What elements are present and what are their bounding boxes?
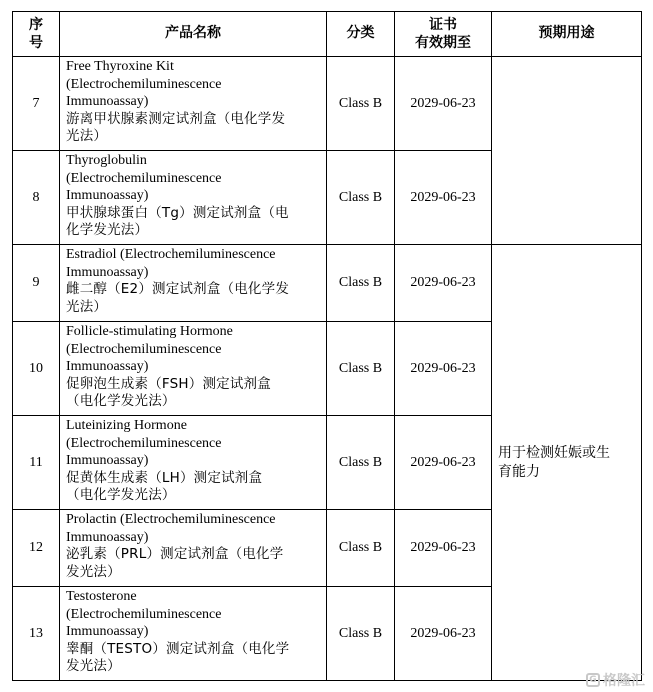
watermark-logo-icon: G: [586, 673, 600, 687]
product-name-en-line: Immunoassay): [66, 624, 149, 639]
row-number: 10: [13, 322, 60, 416]
header-certificate-date: 证书 有效期至: [395, 12, 492, 57]
row-number: 9: [13, 245, 60, 322]
product-class: Class B: [327, 510, 395, 587]
product-name-cn-line: 光法）: [66, 298, 108, 315]
intended-use-blank-cell: [492, 57, 642, 245]
header-product-name: 产品名称: [60, 12, 327, 57]
intended-use-text: [498, 444, 635, 482]
certificate-expiry-date: 2029-06-23: [395, 322, 492, 416]
product-class: Class B: [327, 245, 395, 322]
certificate-expiry-date: 2029-06-23: [395, 151, 492, 245]
product-name-en-line: Immunoassay): [66, 359, 149, 374]
product-name-en-line: Immunoassay): [66, 264, 149, 280]
product-name-en-line: (Electrochemiluminescence: [66, 341, 222, 357]
product-name-cn-line: （电化学发光法）: [66, 487, 176, 503]
product-name-cn-line: 游离甲状腺素测定试剂盒（电化学发: [66, 110, 286, 127]
certificate-expiry-date: 2029-06-23: [395, 57, 492, 151]
product-name-cell: [60, 587, 327, 681]
product-name-en-line: Immunoassay): [66, 529, 149, 545]
product-name-cn-line: 雌二醇（E2）测定试剂盒（电化学发: [66, 281, 290, 297]
product-name-cell: [60, 322, 327, 416]
intended-use-line: 育能力: [498, 463, 540, 480]
product-class: Class B: [327, 322, 395, 416]
product-name-cell: [60, 510, 327, 587]
product-class: Class B: [327, 416, 395, 510]
product-name-cn-line: 发光法）: [66, 658, 121, 674]
product-name-en-line: (Electrochemiluminescence: [66, 435, 222, 451]
product-name-en-line: (Electrochemiluminescence: [66, 606, 222, 622]
product-name-en-line: (Electrochemiluminescence: [66, 170, 222, 186]
product-name-en-line: Immunoassay): [66, 188, 149, 203]
certificate-expiry-date: 2029-06-23: [395, 245, 492, 322]
header-row: [13, 12, 642, 57]
table-row: [13, 57, 642, 151]
product-name-cn-line: 光法）: [66, 128, 108, 144]
product-class: Class B: [327, 57, 395, 151]
product-name-cell: [60, 151, 327, 245]
header-number: 序 号: [13, 12, 60, 57]
certificate-expiry-date: 2029-06-23: [395, 587, 492, 681]
product-class: Class B: [327, 587, 395, 681]
row-number: 13: [13, 587, 60, 681]
product-name-en-line: Immunoassay): [66, 94, 149, 109]
product-table: [12, 11, 642, 681]
product-name-cn-line: （电化学发光法）: [66, 393, 176, 409]
product-name-en-line: Immunoassay): [66, 453, 149, 468]
table-row: [13, 245, 642, 322]
product-name-en-line: Free Thyroxine Kit: [66, 59, 174, 74]
product-name-en-line: (Electrochemiluminescence: [66, 76, 222, 92]
product-name-cell: [60, 245, 327, 322]
product-name-cell: [60, 416, 327, 510]
header-intended-use: 预期用途: [492, 12, 642, 57]
product-name-cn-line: 睾酮（TESTO）测定试剂盒（电化学: [66, 640, 290, 657]
product-name-cn-line: 发光法）: [66, 563, 121, 580]
watermark-text: 格隆汇: [603, 673, 645, 689]
product-name-en-line: Estradiol (Electrochemiluminescence: [66, 247, 276, 262]
product-class: Class B: [327, 151, 395, 245]
product-name-cn-line: 甲状腺球蛋白（Tg）测定试剂盒（电: [66, 204, 289, 221]
header-class: 分类: [327, 12, 395, 57]
certificate-expiry-date: 2029-06-23: [395, 416, 492, 510]
product-name-cn-line: 促黄体生成素（LH）测定试剂盒: [66, 469, 263, 486]
product-name-cn-line: 化学发光法）: [66, 222, 149, 238]
product-name-cn-line: 促卵泡生成素（FSH）测定试剂盒: [66, 375, 271, 392]
product-name-en-line: Follicle-stimulating Hormone: [66, 324, 233, 339]
row-number: 7: [13, 57, 60, 151]
row-number: 12: [13, 510, 60, 587]
row-number: 8: [13, 151, 60, 245]
product-name-en-line: Luteinizing Hormone: [66, 418, 187, 433]
product-name-en-line: Testosterone: [66, 589, 137, 604]
watermark: [586, 670, 645, 690]
row-number: 11: [13, 416, 60, 510]
intended-use-cell: [492, 245, 642, 681]
product-name-cn-line: 泌乳素（PRL）测定试剂盒（电化学: [66, 546, 284, 562]
product-name-en-line: Thyroglobulin: [66, 153, 147, 168]
product-name-en-line: Prolactin (Electrochemiluminescence: [66, 512, 276, 527]
product-name-cell: [60, 57, 327, 151]
certificate-expiry-date: 2029-06-23: [395, 510, 492, 587]
intended-use-line: 用于检测妊娠或生: [498, 444, 610, 461]
